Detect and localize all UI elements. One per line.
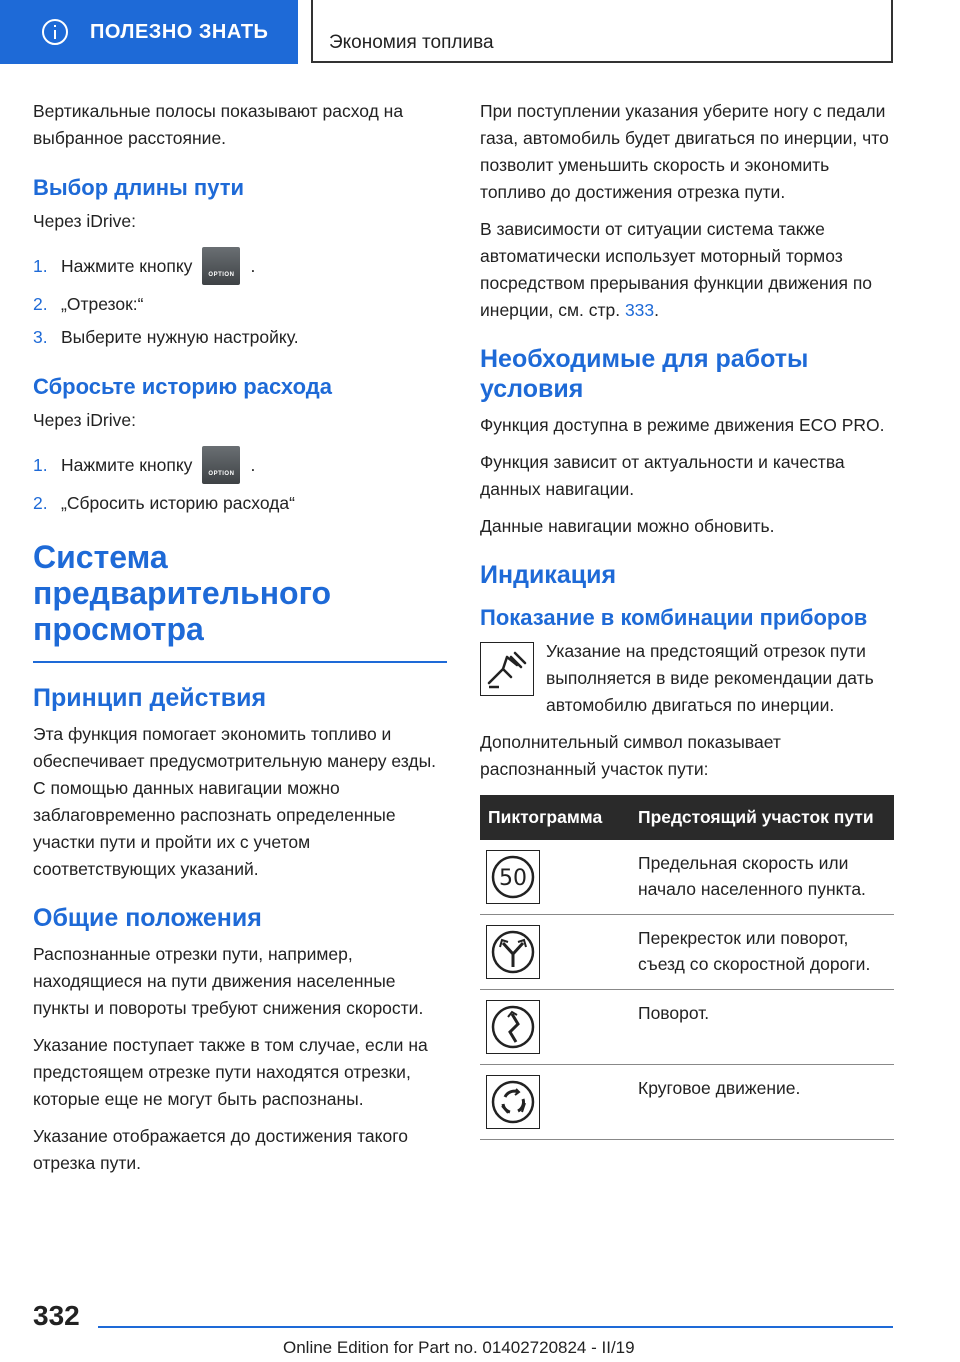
table-header-cell: Пиктограмма [480,795,630,840]
general-text-2: Указание поступает также в том случае, если на предстоящем отрезке пути находятся отрезки, которые еще не могут быть распознаны. [33,1035,428,1109]
right-column [480,98,894,1140]
page-link[interactable]: 333 [624,300,655,320]
page-number: 332 [33,1300,80,1331]
section-heading-display: Индикация [480,561,617,589]
option-button-icon: OPTION [202,247,240,285]
display-text-2: Дополнительный символ показывает распознанный участок пути: [480,732,781,779]
section-heading-principle: Принцип действия [33,684,267,712]
conditions-text-2: Функция зависит от актуальности и качества данных навигации. [480,452,845,499]
step-item: 1. Нажмите кнопку OPTION . [33,446,447,484]
section-heading-route-length: Выбор длины пути [33,175,244,200]
left-column [33,98,447,1187]
table-header-row [480,795,894,840]
intersection-icon [486,925,540,979]
chapter-divider [33,661,447,663]
general-text-3: Указание отображается до достижения такого отрезка пути. [33,1126,408,1173]
footer-edition: Online Edition for Part no. 01402720824 - II/19 [283,1338,635,1357]
info-icon [42,19,68,45]
header-title: Экономия топлива [329,32,494,53]
step-item: 3. Выберите нужную настройку. [33,327,299,347]
table-row [480,1065,894,1140]
conditions-text-3: Данные навигации можно обновить. [480,516,775,536]
section-heading-reset-history: Сбросьте историю расхода [33,374,332,399]
speed-limit-50-icon [486,850,540,904]
via-idrive-text: Через iDrive: [33,211,136,231]
header-tab-label: ПОЛЕЗНО ЗНАТЬ [90,20,269,43]
step-item: 2. „Отрезок:“ [33,294,144,314]
table-header-cell: Предстоящий участок пути [630,795,894,840]
curve-icon [486,1000,540,1054]
steps-reset-history [33,446,447,517]
pictogram-table [480,795,894,1140]
table-row [480,840,894,915]
roundabout-icon [486,1075,540,1129]
section-heading-general: Общие положения [33,904,262,932]
table-cell: Поворот. [630,990,894,1065]
svg-text:50: 50 [499,866,527,891]
steps-route-length [33,247,447,351]
via-idrive-text: Через iDrive: [33,410,136,430]
header-tab [0,0,298,64]
conditions-text-1: Функция доступна в режиме движения ECO PRO. [480,415,885,435]
intro-text: Вертикальные полосы показывают расход на выбранное расстояние. [33,101,404,148]
coasting-text: При поступлении указания уберите ногу с педали газа, автомобиль будет двигаться по инерции, что позволит уменьшить скорость и экономить топливо до достижения отрезка пути. [480,101,889,202]
table-row [480,915,894,990]
table-cell: Предельная скорость или начало населенного пункта. [630,840,894,915]
table-cell: Перекресток или поворот, съезд со скоростной дороги. [630,915,894,990]
principle-text: Эта функция помогает экономить топливо и обеспечивает предусмотрительную манеру езды. С помощью данных навигации можно заблаговременно распознать определенные участки пути и пройти их с учетом соответствующих указаний. [33,724,437,879]
footer-divider [98,1326,893,1328]
table-cell: Круговое движение. [630,1065,894,1140]
section-heading-conditions: Необходимые для работы условия [480,345,809,403]
coasting-foot-icon [480,642,534,696]
general-text-1: Распознанные отрезки пути, например, находящиеся на пути движения населенные пункты и повороты требуют снижения скорости. [33,944,424,1018]
subheading-cluster: Показание в комбинации приборов [480,605,868,630]
option-button-icon: OPTION [202,446,240,484]
table-row [480,990,894,1065]
engine-brake-text: В зависимости от ситуации система также автоматически использует моторный тормоз посредством прерывания функции движения по инерции, см. стр. 333. [480,219,873,320]
step-item: 1. Нажмите кнопку OPTION . [33,247,447,285]
step-item: 2. „Сбросить историю расхода“ [33,493,295,513]
display-text-1: Указание на предстоящий отрезок пути выполняется в виде рекомендации дать автомобилю двигаться по инерции. [546,641,874,715]
chapter-title: Система предварительного просмотра [33,539,332,647]
